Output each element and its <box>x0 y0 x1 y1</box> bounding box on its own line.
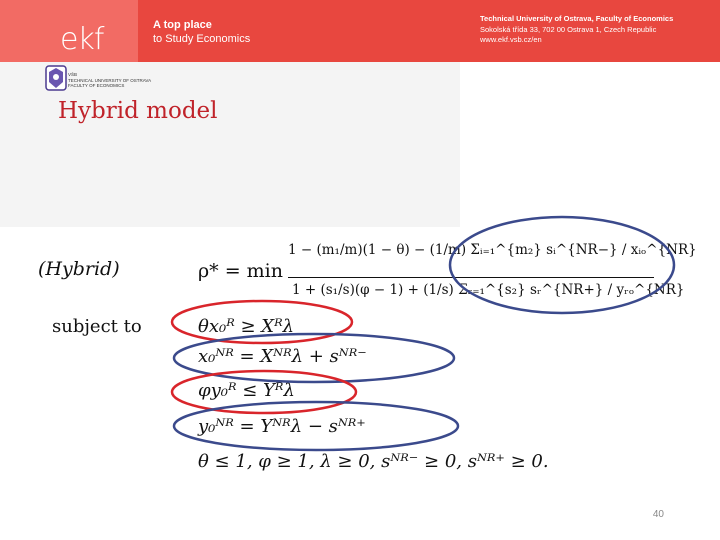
emblem-line2: TECHNICAL UNIVERSITY OF OSTRAVA <box>68 77 152 83</box>
constraint-3: φy₀ᴿ ≤ Yᴿλ <box>198 380 295 401</box>
page-number: 40 <box>652 509 664 520</box>
institution-url: www.ekf.vsb.cz/en <box>480 35 542 44</box>
institution-address: Sokolská třída 33, 702 00 Ostrava 1, Czech Republic <box>480 24 657 34</box>
highlight-constraint-3 <box>172 371 356 413</box>
objective-numerator: 1 − (m₁/m)(1 − θ) − (1/m) Σᵢ₌₁^{m₂} sᵢ^{NR−} / xᵢₒ^{NR} <box>288 242 697 258</box>
model-label: (Hybrid) <box>38 258 120 280</box>
objective-denominator: 1 + (s₁/s)(φ − 1) + (1/s) Σᵣ₌₁^{s₂} sᵣ^{NR+} / yᵣₒ^{NR} <box>292 282 685 298</box>
subject-to-label: subject to <box>52 316 142 337</box>
constraint-5: θ ≤ 1, φ ≥ 1, λ ≥ 0, sᴺᴿ⁻ ≥ 0, sᴺᴿ⁺ ≥ 0. <box>198 451 549 472</box>
constraint-1: θx₀ᴿ ≥ Xᴿλ <box>198 316 295 337</box>
emblem-line1: VŠB <box>68 72 78 77</box>
objective-lhs: ρ* = min <box>198 260 283 282</box>
tagline-line1: A top place <box>153 19 212 31</box>
slide-title: Hybrid model <box>58 98 218 124</box>
emblem-line3: FACULTY OF ECONOMICS <box>68 83 125 88</box>
institution-name: Technical University of Ostrava, Faculty of Economics <box>480 14 674 23</box>
constraint-2: x₀ᴺᴿ = Xᴺᴿλ + sᴺᴿ⁻ <box>198 346 367 367</box>
constraint-4: y₀ᴺᴿ = Yᴺᴿλ − sᴺᴿ⁺ <box>198 416 366 437</box>
highlight-nonradial-objective <box>450 217 674 313</box>
ekf-logo: ekf <box>60 22 104 57</box>
tagline-line2: to Study Economics <box>153 33 251 45</box>
